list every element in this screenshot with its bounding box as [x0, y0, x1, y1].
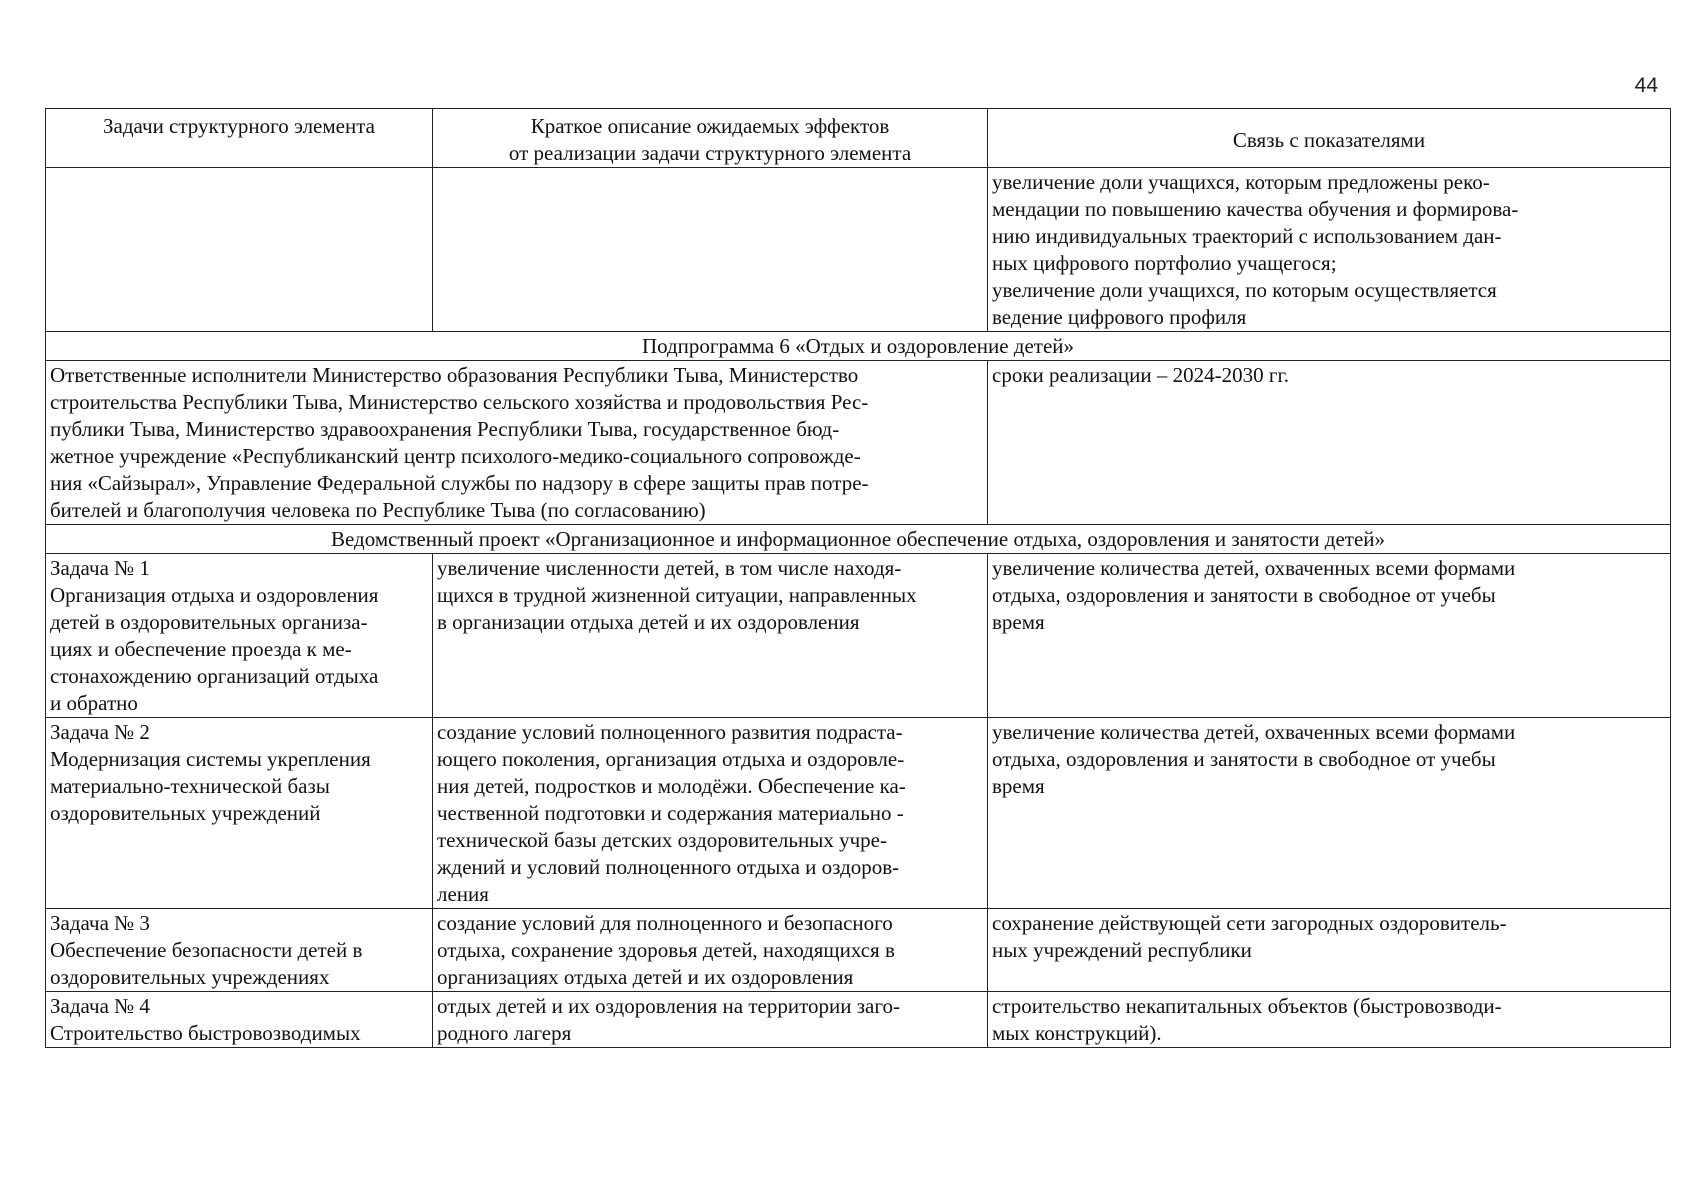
header-indicators: Связь с показателями — [988, 109, 1671, 168]
task-cell — [46, 554, 433, 718]
continuation-task-cell — [46, 168, 433, 332]
continuation-indicators: увеличение доли учащихся, которым предложены реко- мендации по повышению качества обучения и формирова- нию индивидуальных траекторий с использованием дан- ных цифрового портфолио учащегося; увеличение доли учащихся, по которым осуществляется ведение цифрового профиля — [988, 168, 1671, 332]
table-header-row — [46, 109, 1671, 168]
continuation-row — [46, 168, 1671, 332]
task-label: Задача № 2 — [50, 720, 150, 744]
task-indicators: строительство некапитальных объектов (быстровозводи- мых конструкций). — [988, 992, 1671, 1048]
task-label: Задача № 3 — [50, 911, 150, 935]
table-row — [46, 554, 1671, 718]
subprogram-title: Подпрограмма 6 «Отдых и оздоровление детей» — [46, 332, 1671, 361]
page-number: 44 — [1634, 74, 1658, 97]
task-name: Строительство быстровозводимых — [50, 1021, 361, 1045]
task-cell — [46, 718, 433, 909]
project-row — [46, 525, 1671, 554]
subprogram-row — [46, 332, 1671, 361]
task-label: Задача № 4 — [50, 994, 150, 1018]
task-indicators: увеличение количества детей, охваченных всеми формами отдыха, оздоровления и занятости в свободное от учебы время — [988, 554, 1671, 718]
header-tasks: Задачи структурного элемента — [46, 109, 433, 168]
responsible-executors: Ответственные исполнители Министерство образования Республики Тыва, Министерство строительства Республики Тыва, Министерство сельского хозяйства и продовольствия Рес- публики Тыва, Министерство здравоохранения Республики Тыва, государственное бюд- жетное учреждение «Республиканский центр психолого-медико-социального сопровожде- ния «Сайзырал», Управление Федеральной службы по надзору в сфере защиты прав потре- бителей и благополучия человека по Республике Тыва (по согласованию) — [46, 361, 988, 525]
responsible-row — [46, 361, 1671, 525]
task-effects: создание условий для полноценного и безопасного отдыха, сохранение здоровья детей, находящихся в организациях отдыха детей и их оздоровления — [433, 909, 988, 992]
continuation-effects-cell — [433, 168, 988, 332]
header-effects: Краткое описание ожидаемых эффектов от реализации задачи структурного элемента — [433, 109, 988, 168]
task-indicators: сохранение действующей сети загородных оздоровитель- ных учреждений республики — [988, 909, 1671, 992]
task-indicators: увеличение количества детей, охваченных всеми формами отдыха, оздоровления и занятости в свободное от учебы время — [988, 718, 1671, 909]
table-row — [46, 909, 1671, 992]
table-row — [46, 718, 1671, 909]
task-effects: создание условий полноценного развития подраста- ющего поколения, организация отдыха и оздоровле- ния детей, подростков и молодёжи. Обеспечение ка- чественной подготовки и содержания материально - технической базы детских оздоровительных учре- ждений и условий полноценного отдыха и оздоров- ления — [433, 718, 988, 909]
structural-elements-table — [45, 108, 1671, 1048]
implementation-period: сроки реализации – 2024-2030 гг. — [988, 361, 1671, 525]
task-cell — [46, 909, 433, 992]
task-effects: увеличение численности детей, в том числе находя- щихся в трудной жизненной ситуации, направленных в организации отдыха детей и их оздоровления — [433, 554, 988, 718]
task-name: Модернизация системы укрепления материально-технической базы оздоровительных учреждений — [50, 747, 371, 825]
task-name: Обеспечение безопасности детей в оздоровительных учреждениях — [50, 938, 363, 989]
task-label: Задача № 1 — [50, 556, 150, 580]
task-effects: отдых детей и их оздоровления на территории заго- родного лагеря — [433, 992, 988, 1048]
task-cell — [46, 992, 433, 1048]
table-row — [46, 992, 1671, 1048]
project-title: Ведомственный проект «Организационное и информационное обеспечение отдыха, оздоровления и занятости детей» — [46, 525, 1671, 554]
task-name: Организация отдыха и оздоровления детей в оздоровительных организа- циях и обеспечение проезда к ме- стонахождению организаций отдыха и обратно — [50, 583, 379, 715]
